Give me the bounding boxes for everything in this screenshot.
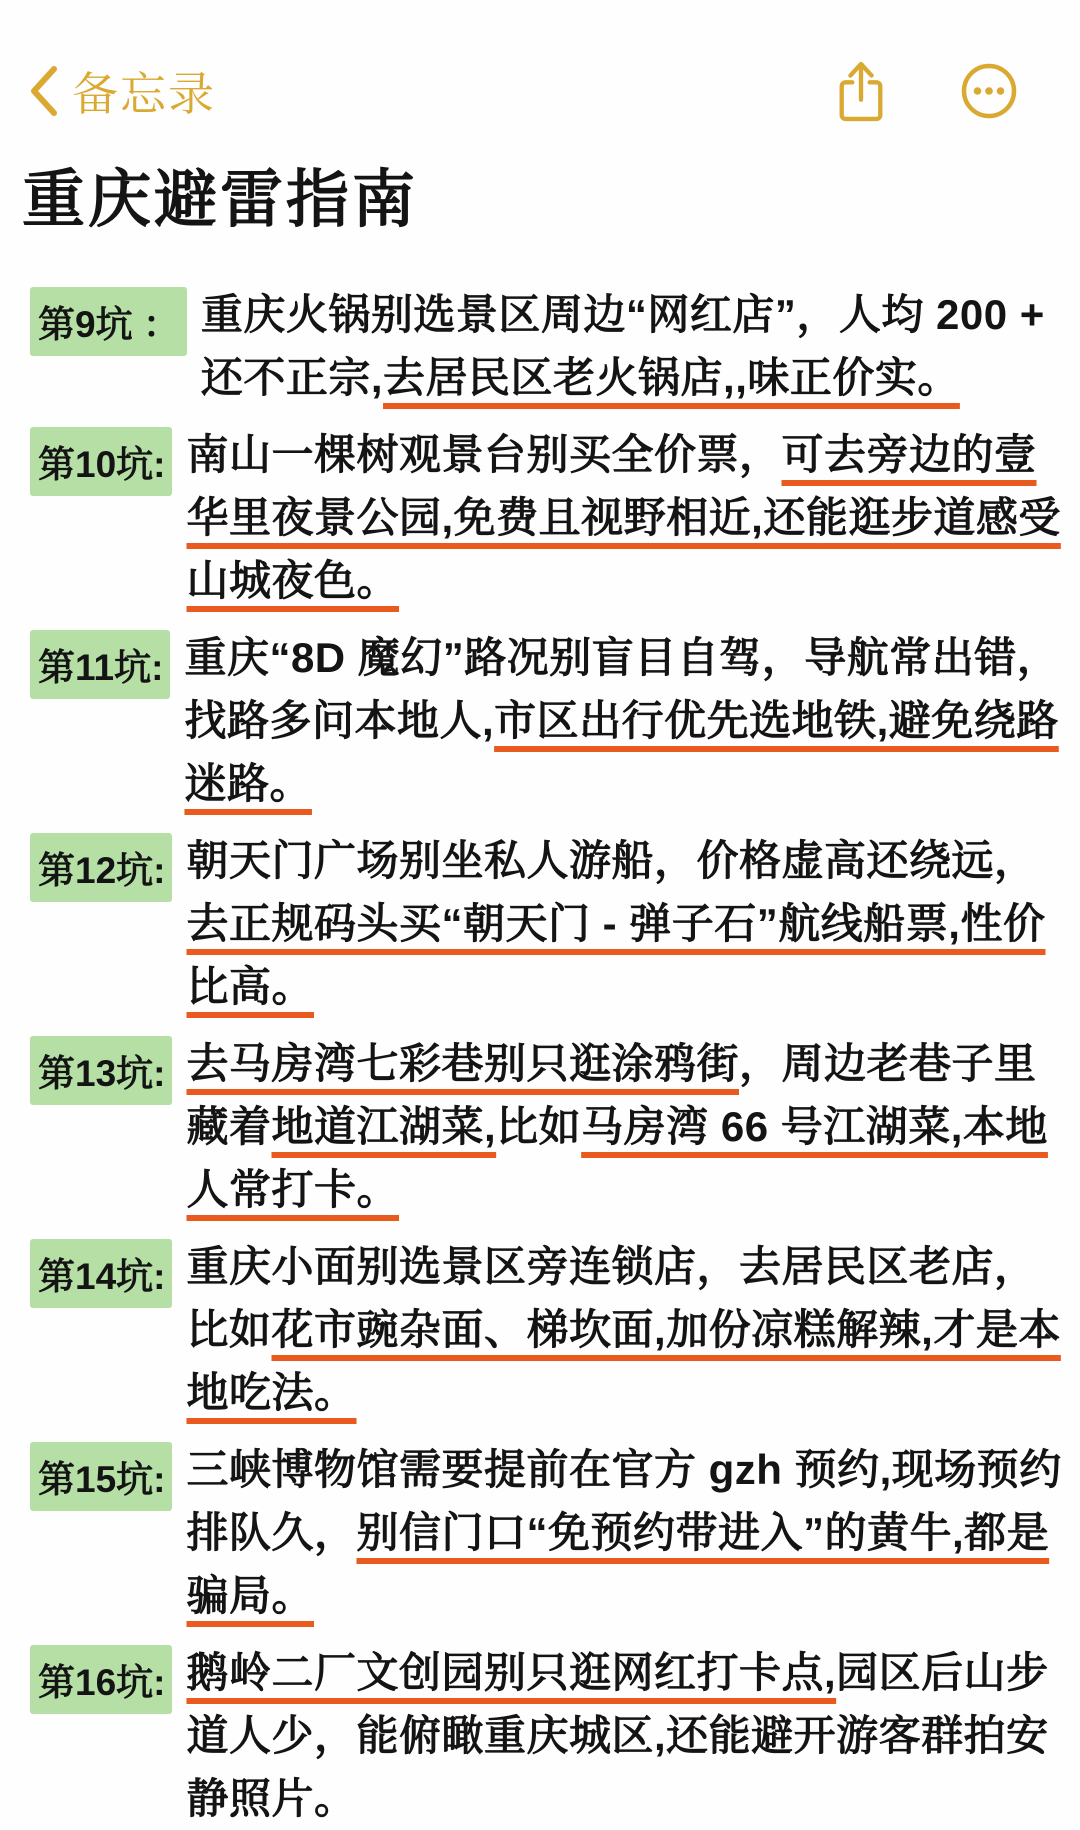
plain-text: 重庆火锅别选景区周边“网红店”，人均 200 + 还不正宗, (200, 291, 1045, 402)
plain-text: 南山一棵树观景台别买全价票， (186, 431, 782, 479)
pit-number-label: 第16坑: (30, 1645, 172, 1714)
plain-text: 比如 (496, 1103, 582, 1151)
pit-number-label: 第11坑: (30, 630, 170, 699)
pit-number-label: 第15坑: (30, 1442, 172, 1511)
note-list-item (30, 1641, 1080, 1830)
note-list-item (30, 1032, 1080, 1221)
pit-number-label: 第13坑: (30, 1036, 172, 1105)
pit-text (184, 626, 1064, 815)
pit-text (186, 1235, 1066, 1424)
underlined-text: 花市豌杂面、梯坎面,加份凉糕解辣,才是本地吃法。 (186, 1306, 1061, 1417)
plain-text: 重庆“8D 魔幻”路况别盲目自驾，导航常出错，找路多问本地人, (184, 634, 1060, 745)
note-list-item (30, 423, 1080, 612)
plain-text: 朝天门广场别坐私人游船，价格虚高还绕远， (186, 837, 1037, 885)
note-list-item (30, 1235, 1080, 1424)
pit-text (186, 1641, 1066, 1830)
underlined-text: 去居民区老火锅店,,味正价实。 (383, 354, 960, 402)
underlined-text: 可去旁边的壹华里夜景公园,免费且视野相近,还能逛步道感受山城夜色。 (186, 431, 1061, 605)
pit-text (201, 283, 1080, 409)
more-options-icon (960, 108, 1018, 123)
pit-text (186, 829, 1066, 1018)
plain-text: ，周边老巷子里藏着 (186, 1040, 1037, 1151)
plain-text: 园区后山步道人少，能俯瞰重庆城区,还能避开游客群拍安静照片。 (186, 1649, 1049, 1823)
note-body (30, 283, 1080, 1830)
note-list-item (30, 283, 1080, 409)
nav-actions (834, 59, 1018, 123)
note-title: 重庆避雷指南 (22, 165, 418, 235)
pit-text (186, 1032, 1066, 1221)
underlined-text: 鹅岭二厂文创园别只逛网红打卡点, (186, 1649, 837, 1697)
share-icon (834, 111, 888, 126)
underlined-text: 别信门口“免预约带进入”的黄牛,都是骗局。 (186, 1509, 1050, 1620)
underlined-text: 去正规码头买“朝天门 - 弹子石”航线船票,性价比高。 (186, 900, 1046, 1011)
plain-text: 重庆小面别选景区旁连锁店，去居民区老店，比如 (186, 1243, 1037, 1354)
note-list-item (30, 1438, 1080, 1627)
underlined-text: 市区出行优先选地铁,避免绕路迷路。 (184, 697, 1059, 808)
back-label: 备忘录 (72, 68, 216, 120)
note-list-item (30, 626, 1080, 815)
pit-text (186, 1438, 1066, 1627)
note-list-item (30, 829, 1080, 1018)
pit-number-label: 第12坑: (30, 833, 172, 902)
underlined-text: 地道江湖菜, (271, 1103, 497, 1151)
pit-text (186, 423, 1066, 612)
pit-number-label: 第10坑: (30, 427, 172, 496)
pit-number-label: 第14坑: (30, 1239, 172, 1308)
pit-number-label: 第9坑 ： (30, 287, 187, 356)
plain-text: 三峡博物馆需要提前在官方 gzh 预约,现场预约排队久， (186, 1446, 1062, 1557)
underlined-text: 去马房湾七彩巷别只逛涂鸦街 (186, 1040, 739, 1088)
share-button[interactable] (834, 59, 888, 123)
more-options-button[interactable] (960, 62, 1018, 120)
chevron-left-icon (28, 65, 58, 117)
back-button[interactable] (28, 58, 216, 124)
nav-bar (0, 0, 1080, 124)
underlined-text: 马房湾 66 号江湖菜,本地人常打卡。 (186, 1103, 1048, 1214)
